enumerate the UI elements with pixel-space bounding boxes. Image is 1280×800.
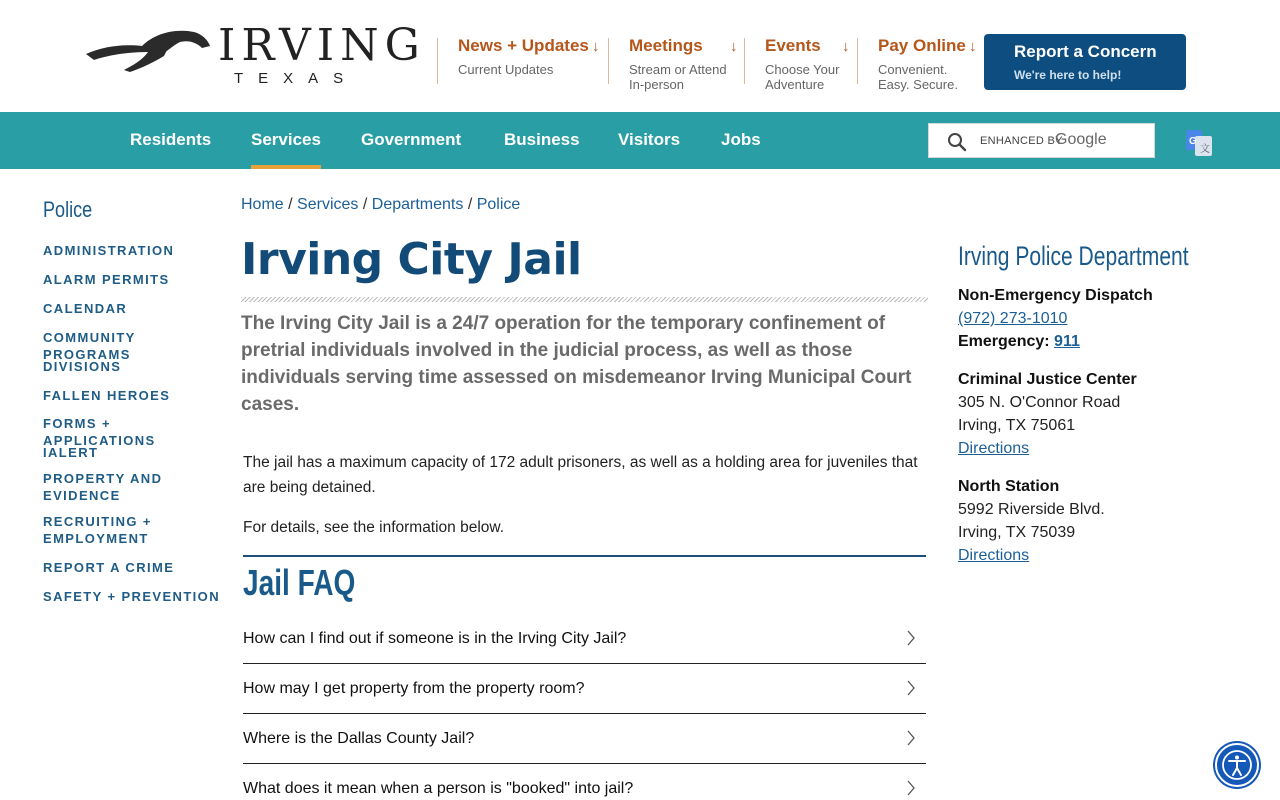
quick-link-news[interactable]: [458, 36, 600, 92]
nav-item-government[interactable]: Government: [361, 130, 462, 149]
chevron-right-icon: [906, 730, 916, 746]
chevron-right-icon: [906, 780, 916, 796]
directions-link[interactable]: Directions: [958, 440, 1030, 457]
breadcrumb-home[interactable]: Home: [241, 196, 284, 213]
chevron-right-icon: [906, 630, 916, 646]
sidebar-item-alarm-permits[interactable]: ALARM PERMITS: [43, 272, 170, 287]
sidebar-item-report-crime[interactable]: REPORT A CRIME: [43, 560, 175, 575]
nav-item-services[interactable]: Services: [251, 130, 321, 149]
faq-divider: [243, 555, 926, 557]
nav-item-visitors[interactable]: Visitors: [618, 130, 681, 149]
nav-item-residents[interactable]: Residents: [130, 130, 212, 149]
sidebar-item-divisions[interactable]: DIVISIONS: [43, 359, 122, 374]
location-name: North Station: [958, 478, 1060, 495]
logo-subtitle: TEXAS: [234, 70, 359, 87]
divider: [608, 38, 609, 84]
quick-link-title: Events: [765, 36, 821, 55]
directions-link[interactable]: Directions: [958, 547, 1030, 564]
page-title: Irving City Jail: [241, 234, 582, 285]
faq-item[interactable]: [243, 614, 926, 664]
sidebar-item-fallen-heroes[interactable]: FALLEN HEROES: [43, 388, 171, 403]
sidebar-item-forms-applications[interactable]: FORMS + APPLICATIONS: [43, 416, 156, 448]
site-header: [0, 0, 1280, 112]
breadcrumb-separator: /: [362, 196, 368, 213]
accessibility-button[interactable]: [1215, 743, 1259, 787]
sidebar-item-community-programs[interactable]: COMMUNITY PROGRAMS: [43, 330, 136, 362]
breadcrumb-police[interactable]: Police: [476, 196, 521, 213]
emergency-number-link[interactable]: 911: [1054, 333, 1080, 350]
arrow-down-icon: ↓: [730, 38, 738, 55]
faq-item[interactable]: [243, 764, 926, 800]
quick-link-title: Pay Online: [878, 36, 966, 55]
search-input[interactable]: [928, 123, 1155, 158]
faq-item[interactable]: [243, 664, 926, 714]
emergency-label: Emergency:: [958, 333, 1050, 350]
arrow-down-icon: ↓: [969, 38, 977, 55]
report-concern-title: Report a Concern: [1014, 42, 1157, 61]
nav-active-indicator: [251, 165, 321, 169]
horse-logo-icon: [84, 24, 214, 76]
faq-question: Where is the Dallas County Jail?: [243, 730, 475, 747]
location-city: Irving, TX 75039: [958, 524, 1076, 541]
sidebar-item-safety-prevention[interactable]: SAFETY + PREVENTION: [43, 589, 220, 604]
svg-text:文: 文: [1200, 144, 1210, 155]
faq-question: What does it mean when a person is "booked" into jail?: [243, 780, 634, 797]
title-divider: [241, 297, 928, 302]
accessibility-icon: [1217, 745, 1257, 785]
sidebar-item-recruiting-employment[interactable]: RECRUITING + EMPLOYMENT: [43, 514, 152, 546]
breadcrumb-separator: /: [288, 196, 293, 213]
faq-item[interactable]: [243, 714, 926, 764]
dispatch-phone-link[interactable]: (972) 273-1010: [958, 310, 1068, 327]
location-address: 5992 Riverside Blvd.: [958, 501, 1105, 518]
irving-logo[interactable]: [84, 20, 426, 92]
faq-heading: Jail FAQ: [243, 562, 356, 603]
report-concern-button[interactable]: [984, 34, 1186, 90]
quick-link-title: Meetings: [629, 36, 703, 55]
nav-item-jobs[interactable]: Jobs: [721, 130, 761, 149]
sidebar-title: Police: [43, 197, 93, 222]
divider: [437, 38, 438, 84]
quick-link-sub: Convenient. Easy. Secure.: [878, 62, 958, 92]
breadcrumb-services[interactable]: Services: [297, 196, 359, 213]
breadcrumb-departments[interactable]: Departments: [371, 196, 464, 213]
location-name: Criminal Justice Center: [958, 371, 1137, 388]
quick-link-sub: Current Updates: [458, 62, 554, 77]
divider: [744, 38, 745, 84]
quick-link-title: News + Updates: [458, 36, 589, 55]
chevron-right-icon: [906, 680, 916, 696]
emergency-row: [958, 333, 1080, 351]
sidebar-item-property-evidence[interactable]: PROPERTY AND EVIDENCE: [43, 471, 163, 503]
quick-link-events[interactable]: [765, 36, 850, 92]
breadcrumb: [241, 196, 520, 214]
dispatch-phone-row: [958, 310, 1067, 328]
arrow-down-icon: ↓: [592, 38, 600, 55]
sidebar-item-administration[interactable]: ADMINISTRATION: [43, 243, 175, 258]
divider: [857, 38, 858, 84]
lead-paragraph: The Irving City Jail is a 24/7 operation for the temporary confinement of pretrial individuals involved in the judicial process, as well as those individuals serving time assessed on misdemeanor Irving Municipal Court cases.: [241, 313, 912, 415]
directions-row: [958, 440, 1029, 458]
quick-link-meetings[interactable]: [629, 36, 738, 92]
aside-title: Irving Police Department: [958, 241, 1189, 271]
sidebar-item-ialert[interactable]: IALERT: [43, 445, 99, 460]
quick-link-sub: Stream or Attend In-person: [629, 62, 727, 92]
report-concern-sub: We're here to help!: [1014, 68, 1122, 82]
breadcrumb-separator: /: [467, 196, 473, 213]
svg-text:G: G: [1189, 136, 1197, 147]
directions-row: [958, 547, 1029, 565]
nav-item-business[interactable]: Business: [504, 130, 580, 149]
faq-question: How can I find out if someone is in the Irving City Jail?: [243, 630, 627, 647]
location-city: Irving, TX 75061: [958, 417, 1076, 434]
search-icon[interactable]: [947, 132, 967, 152]
details-paragraph: For details, see the information below.: [243, 519, 505, 536]
quick-link-pay-online[interactable]: [878, 36, 977, 92]
faq-question: How may I get property from the property room?: [243, 680, 585, 697]
google-translate-icon[interactable]: [1186, 130, 1212, 156]
location-address: 305 N. O'Connor Road: [958, 394, 1121, 411]
sidebar-item-calendar[interactable]: CALENDAR: [43, 301, 128, 316]
search-google-label: Google: [1055, 131, 1107, 148]
quick-link-sub: Choose Your Adventure: [765, 62, 840, 92]
arrow-down-icon: ↓: [842, 38, 850, 55]
search-enhanced-label: ENHANCED BY: [980, 135, 1063, 147]
capacity-paragraph: The jail has a maximum capacity of 172 adult prisoners, as well as a holding area for juveniles that are being detained.: [243, 454, 918, 496]
dispatch-label: Non-Emergency Dispatch: [958, 287, 1153, 304]
logo-wordmark: IRVING: [218, 20, 426, 71]
